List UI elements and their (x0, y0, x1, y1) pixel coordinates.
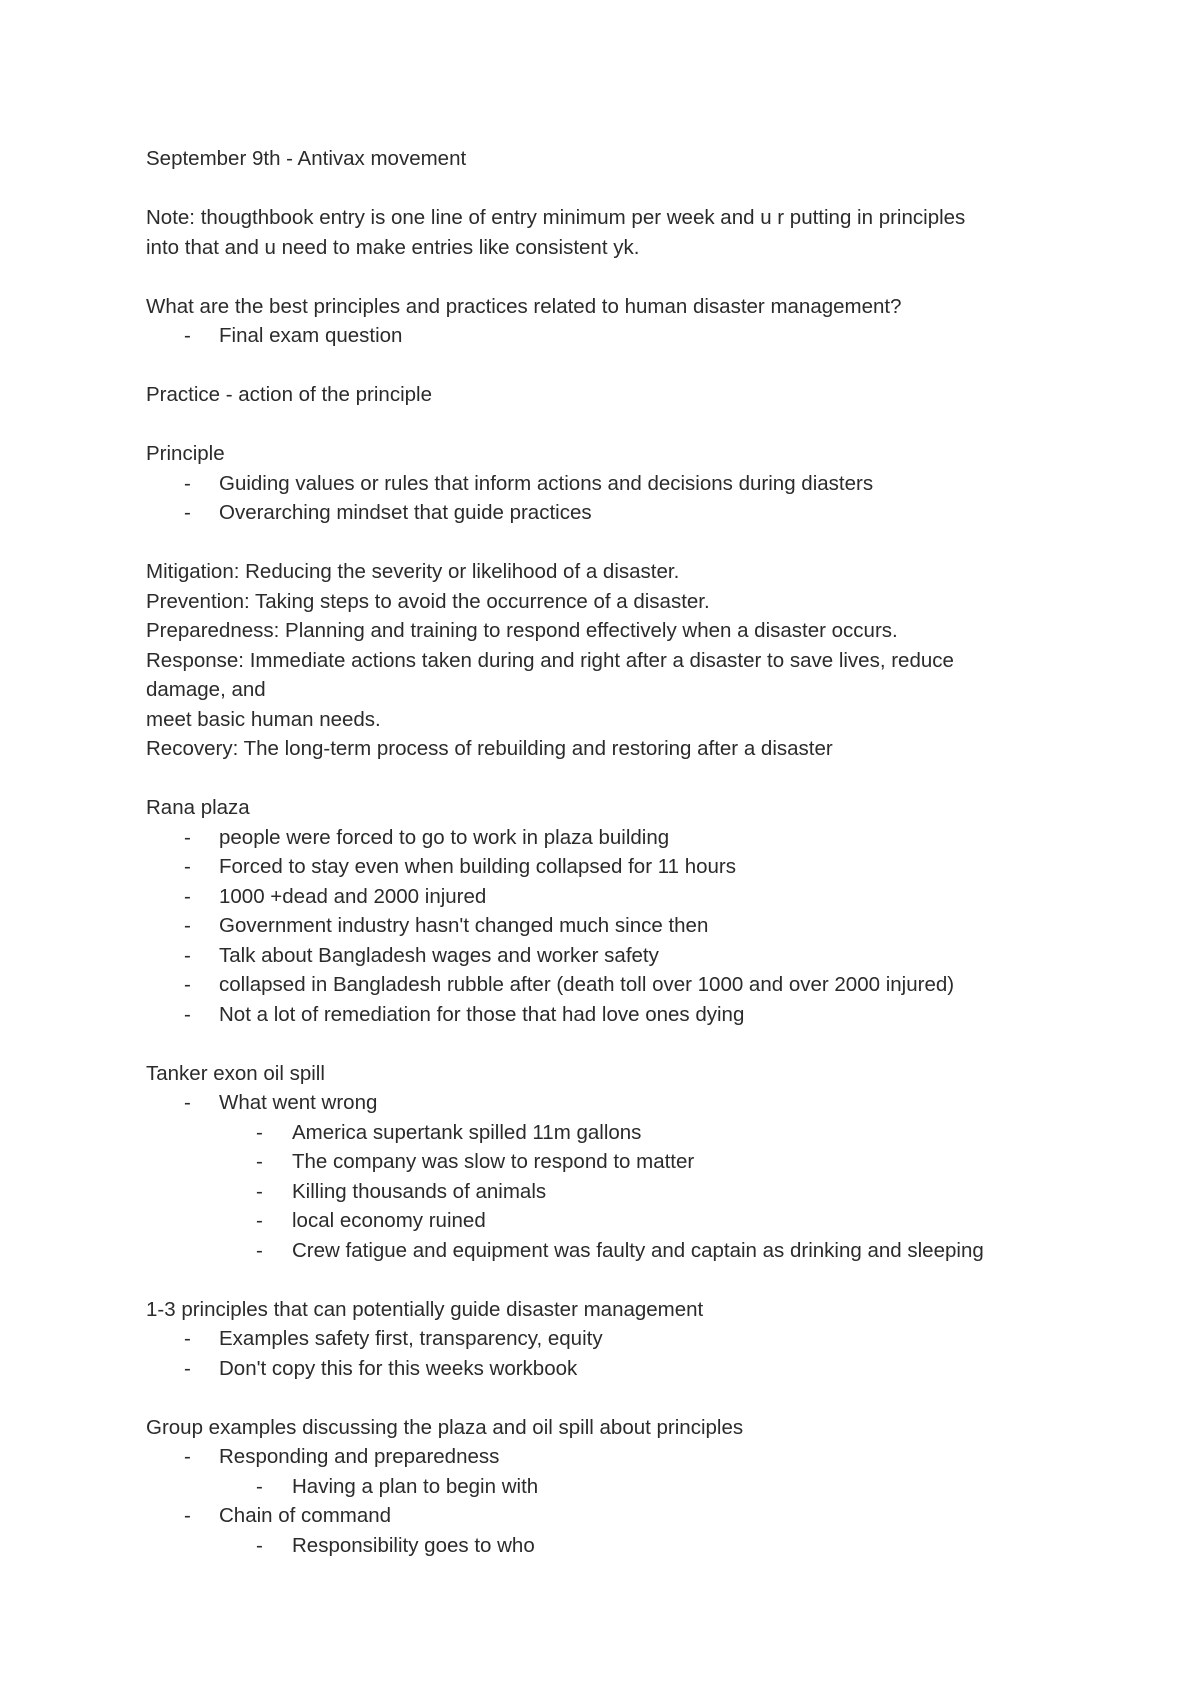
definition-line: Preparedness: Planning and training to respond effectively when a disaster occurs. (146, 619, 898, 642)
question-heading: What are the best principles and practices related to human disaster management? (146, 294, 902, 318)
bullet-dash: - (184, 855, 191, 878)
bullet-text: Final exam question (219, 324, 403, 347)
bullet-text: Responsibility goes to who (292, 1533, 535, 1557)
blank-line (146, 528, 1076, 558)
bullet-text: Examples safety first, transparency, equity (219, 1327, 603, 1350)
blank-line (146, 410, 1076, 440)
bullet-text: people were forced to go to work in plaza building (219, 825, 670, 849)
bullet-text: Having a plan to begin with (292, 1474, 539, 1498)
bullet-item (146, 1324, 1076, 1354)
bullet-item (146, 498, 1076, 528)
bullet-dash: - (256, 1238, 263, 1262)
blank-line (146, 174, 1076, 204)
bullet-text: Overarching mindset that guide practices (219, 501, 592, 524)
bullet-dash: - (184, 1504, 191, 1527)
blank-line (146, 1029, 1076, 1059)
sub-bullet-item (146, 1118, 1076, 1148)
note-line: into that and u need to make entries like consistent yk. (146, 235, 640, 259)
bullet-dash: - (256, 1533, 263, 1557)
bullet-item (146, 1088, 1076, 1118)
bullet-item (146, 970, 1076, 1000)
tanker-heading: Tanker exon oil spill (146, 1061, 325, 1085)
definition-line: meet basic human needs. (146, 707, 381, 731)
sub-bullet-item (146, 1531, 1076, 1561)
bullet-dash: - (256, 1150, 263, 1173)
bullet-item (146, 1501, 1076, 1531)
bullet-text: What went wrong (219, 1091, 378, 1114)
bullet-dash: - (184, 1445, 191, 1468)
practice-line: Practice - action of the principle (146, 383, 432, 406)
bullet-text: The company was slow to respond to matter (292, 1150, 695, 1173)
definition-line: Recovery: The long-term process of rebuilding and restoring after a disaster (146, 737, 833, 760)
blank-line (146, 262, 1076, 292)
bullet-text: Crew fatigue and equipment was faulty and captain as drinking and sleeping (292, 1238, 984, 1262)
bullet-item (146, 1000, 1076, 1030)
document-title: September 9th - Antivax movement (146, 147, 467, 170)
sub-bullet-item (146, 1472, 1076, 1502)
bullet-dash: - (184, 1327, 191, 1350)
definition-line: Mitigation: Reducing the severity or likelihood of a disaster. (146, 560, 680, 583)
bullet-dash: - (184, 884, 191, 908)
bullet-dash: - (184, 1002, 191, 1026)
blank-line (146, 764, 1076, 794)
bullet-item (146, 321, 1076, 351)
principles-guide-heading: 1-3 principles that can potentially guide disaster management (146, 1297, 704, 1321)
definition-line: Prevention: Taking steps to avoid the occurrence of a disaster. (146, 589, 710, 613)
sub-bullet-item (146, 1147, 1076, 1177)
bullet-dash: - (256, 1120, 263, 1144)
definition-line: damage, and (146, 678, 266, 701)
principle-heading: Principle (146, 442, 225, 465)
bullet-text: America supertank spilled 11m gallons (292, 1120, 642, 1144)
bullet-text: Responding and preparedness (219, 1445, 500, 1468)
sub-bullet-item (146, 1236, 1076, 1266)
bullet-text: Not a lot of remediation for those that had love ones dying (219, 1002, 745, 1026)
bullet-item (146, 911, 1076, 941)
bullet-dash: - (256, 1209, 263, 1232)
bullet-dash: - (184, 943, 191, 967)
bullet-text: Government industry hasn't changed much since then (219, 914, 709, 937)
bullet-item (146, 882, 1076, 912)
bullet-text: local economy ruined (292, 1209, 486, 1232)
bullet-dash: - (184, 1356, 191, 1380)
sub-bullet-item (146, 1206, 1076, 1236)
bullet-item (146, 823, 1076, 853)
bullet-text: 1000 +dead and 2000 injured (219, 884, 487, 908)
sub-bullet-item (146, 1177, 1076, 1207)
bullet-dash: - (184, 324, 191, 347)
bullet-text: Forced to stay even when building collapsed for 11 hours (219, 855, 736, 878)
bullet-text: Chain of command (219, 1504, 392, 1527)
blank-line (146, 1265, 1076, 1295)
document-page (146, 144, 1076, 1560)
bullet-item (146, 1354, 1076, 1384)
bullet-text: Don't copy this for this weeks workbook (219, 1356, 578, 1380)
bullet-dash: - (184, 501, 191, 524)
bullet-item (146, 852, 1076, 882)
bullet-dash: - (184, 914, 191, 937)
bullet-dash: - (184, 825, 191, 849)
rana-heading: Rana plaza (146, 796, 250, 819)
bullet-text: Killing thousands of animals (292, 1179, 547, 1203)
note-line: Note: thougthbook entry is one line of entry minimum per week and u r putting in principles (146, 206, 966, 229)
blank-line (146, 1383, 1076, 1413)
bullet-item (146, 1442, 1076, 1472)
blank-line (146, 351, 1076, 381)
bullet-dash: - (184, 471, 191, 495)
bullet-dash: - (184, 973, 191, 996)
bullet-item (146, 941, 1076, 971)
bullet-text: Talk about Bangladesh wages and worker safety (219, 943, 659, 967)
bullet-dash: - (256, 1474, 263, 1498)
bullet-text: collapsed in Bangladesh rubble after (death toll over 1000 and over 2000 injured) (219, 973, 955, 996)
definition-line: Response: Immediate actions taken during and right after a disaster to save lives, reduce (146, 648, 954, 672)
bullet-item (146, 469, 1076, 499)
bullet-text: Guiding values or rules that inform actions and decisions during diasters (219, 471, 874, 495)
bullet-dash: - (256, 1179, 263, 1203)
group-heading: Group examples discussing the plaza and oil spill about principles (146, 1415, 744, 1439)
bullet-dash: - (184, 1091, 191, 1114)
